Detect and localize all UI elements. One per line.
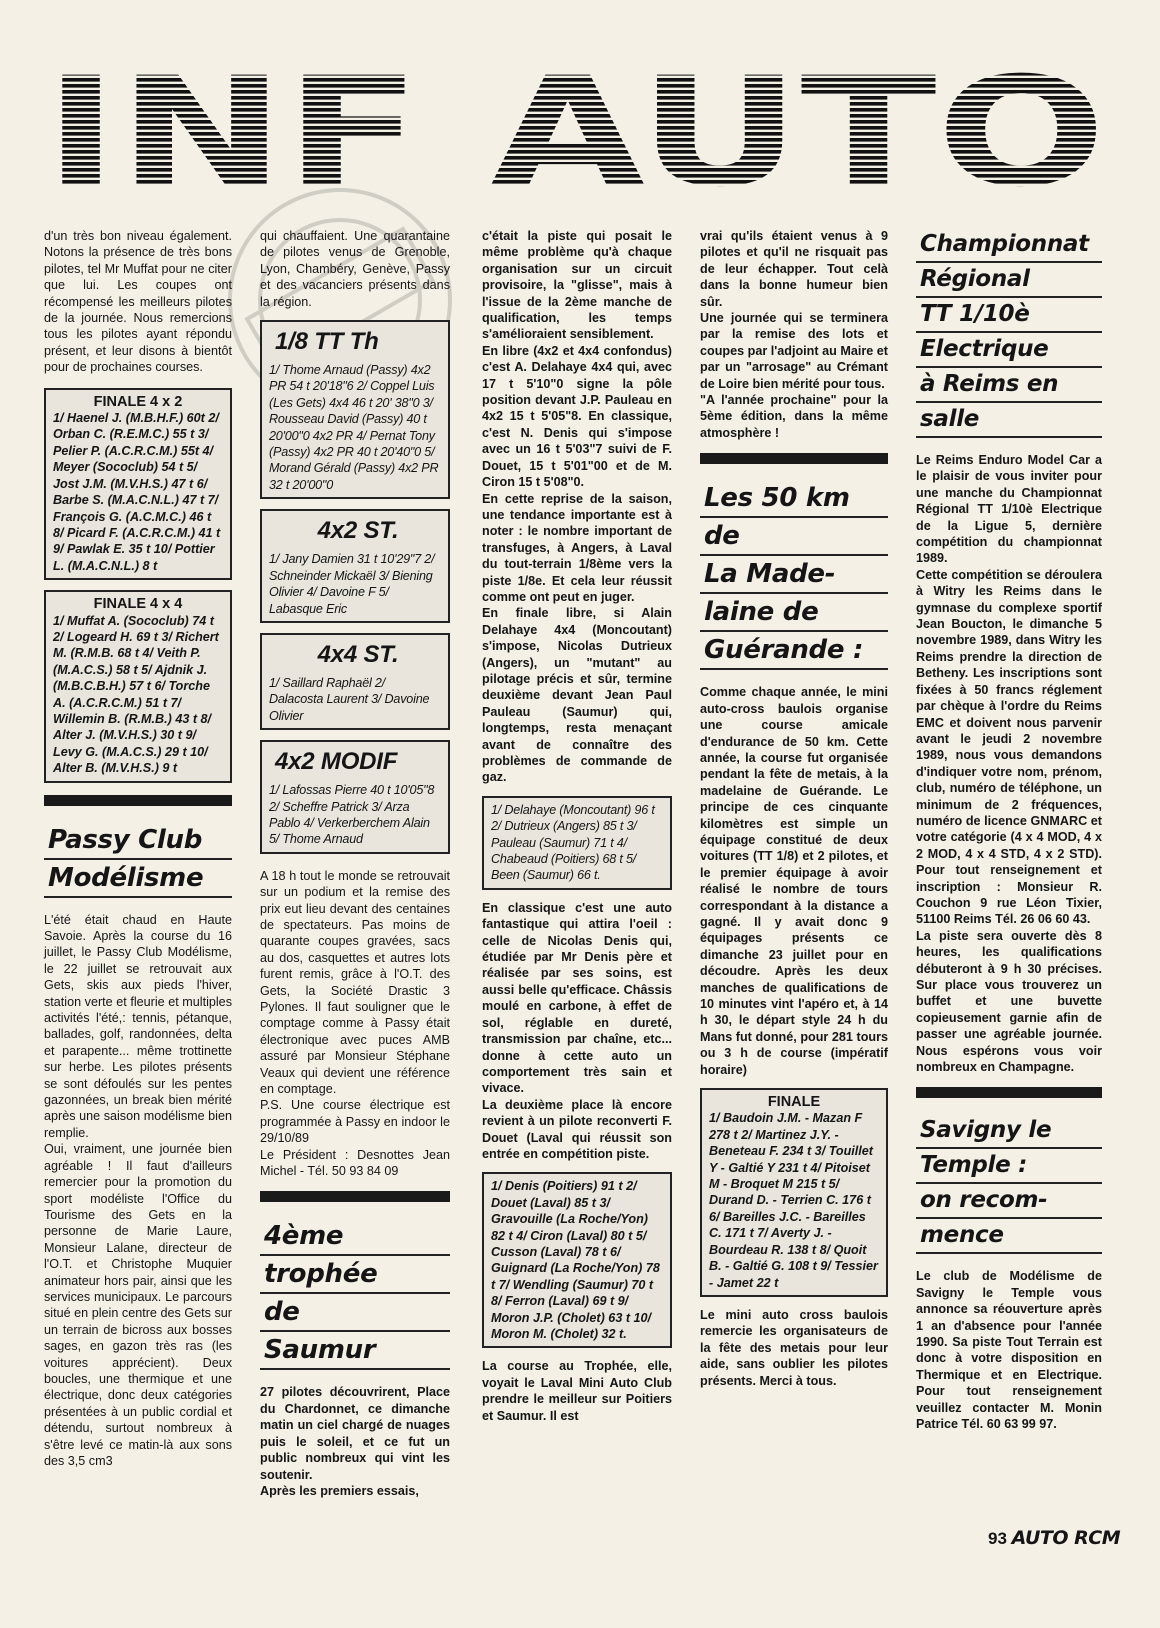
article-text: "A l'année prochaine" pour la 5ème édition, dans la même atmosphère !	[700, 393, 888, 440]
article-text: L'été était chaud en Haute Savoie. Après la course du 16 juillet, le Passy Club Modélisme, le 22 juillet se retrouvait aux Gets, skis aux pieds l'hiver, station verte et fleurie et multiples activités l'été,: tennis, pétanque, ballades, golf, randonnées, delta et parapente... même trottinette sur herbe. Les pilotes présents se sont défoulés sur les pentes gazonnées, un break bien mérité après une saison modélisme bien remplie.	[44, 912, 232, 1140]
article-text: En classique c'est une auto fantastique qui attira l'oeil : celle de Nicolas Denis qui, étudiée par Mr Denis père et réalisée par ses soins, est aussi belle qu'efficace. Châssis moulé en carbone, à effet de sol, réglable en dureté, transmission par chaîne, etc... donne à cette auto un comportement très sain et vivace.	[482, 900, 672, 1096]
results-title: FINALE	[767, 1094, 821, 1111]
article-text: qui chauffaient. Une quarantaine de pilotes venus de Grenoble, Lyon, Chambéry, Genève, Passy et des vacanciers présents dans la région.	[260, 229, 450, 309]
results-list: 1/ Baudoin J.M. - Mazan F 278 t 2/ Martinez J.Y. - Beneteau F. 234 t 3/ Touillet Y - Galtié Y 231 t 4/ Pitoiset M - Broquet M 215 t 5/ Durand D. - Terrien C. 176 t 6/ Bareilles J.C. - Bareilles C. 171 t 7/ Averty J. - Bourdeau R. 138 t 8/ Quoit B. - Galtié G. 108 t 9/ Tessier - Jamet 22 t	[709, 1111, 878, 1290]
title-line: La Made-	[700, 556, 888, 594]
article-title-reims	[916, 228, 1102, 438]
article-text: En cette reprise de la saison, une tendance importante est à noter : le nombre important de transfuges, à Angers, à Laval du tout-terrain 1/8ème vers la piste 1/8e. Et cela leur réussit comme ont peut en juger.	[482, 491, 672, 604]
results-list: 1/ Jany Damien 31 t 10'29"7 2/ Schneinder Mickaël 3/ Biening Olivier 4/ Davoine F 5/ Labasque Eric	[269, 552, 435, 616]
results-box-finale-4x4	[44, 590, 232, 782]
results-list: 1/ Delahaye (Moncoutant) 96 t 2/ Dutrieux (Angers) 85 t 3/ Pauleau (Saumur) 71 t 4/ Chabeaud (Poitiers) 68 t 5/ Been (Saumur) 66 t.	[491, 802, 655, 883]
article-text: Le Président : Desnottes Jean Michel - Tél. 50 93 84 09	[260, 1147, 450, 1179]
article-text: d'un très bon niveau également. Notons la présence de très bons pilotes, tel Mr Muffat pour ne citer que lui. Les coupes ont récompensé les meilleurs pilotes de la journée. Nous remercions tous les pilotes ayant répondu présent, et leur disons à bientôt pour de prochaines courses.	[44, 229, 232, 375]
article-title-guerande	[700, 480, 888, 670]
results-title: 4x2 ST.	[317, 517, 399, 545]
title-line: Guérande :	[700, 632, 888, 670]
results-box-libre	[482, 796, 672, 890]
article-text: Comme chaque année, le mini auto-cross baulois organise une course amicale d'endurance de 50 km. Cette année, la course fut organisée pendant la fête de metais, à la madelaine de Guérande. Le principe de ces cinquante kilomètres est simple un équipage constitué de deux voitures (TT 1/8) et 2 pilotes, et le premier équipage à avoir réalisé le nombre de tours correspondant à la distance a gagné. Il y avait donc 9 équipages présents ce dimanche 23 juillet pour en découdre. Après les deux manches de qualifications de 10 minutes vint l'apéro et, à 14 h 30, le départ style 24 h du Mans fut donné, pour 281 tours ou 3 h de course (impératif horaire)	[700, 685, 888, 1077]
results-box-4x4-st	[260, 633, 450, 730]
title-line: de	[700, 518, 888, 556]
page-footer	[988, 1527, 1120, 1549]
article-text: A 18 h tout le monde se retrouvait sur un podium et la remise des prix eut lieu devant des centaines de spectateurs. Pas moins de quarante coupes gravées, sacs au dos, casquettes et autres lots furent remis, grâce à l'O.T. des Gets, la Société Drastic 3 Pylones. Il faut souligner que le comptage comme à Passy était électronique avec puces AMB assuré par Monsieur Stéphane Veaux qui devient une référence en comptage.	[260, 868, 450, 1097]
article-text: c'était la piste qui posait le même problème qu'à chaque organisation sur un circuit provisoire, la "glisse", mais à l'issue de la 2ème manche de qualification, les temps s'amélioraient sensiblement.	[482, 229, 672, 342]
article-text: 27 pilotes découvrirent, Place du Chardonnet, ce dimanche matin un ciel chargé de nuages puis le soleil, et ce fut un public nombreux qui vint les soutenir.	[260, 1385, 450, 1482]
title-line: on recom-	[916, 1184, 1102, 1219]
article-text: Une journée qui se terminera par la remise des lots et coupes par l'adjoint au Maire et par un "arrosage" au Crémant de Loire bien mérité pour tous.	[700, 311, 888, 391]
results-box-1-8-tt	[260, 320, 450, 499]
title-line: à Reims en	[916, 368, 1102, 403]
results-title: 1/8 TT Th	[275, 328, 379, 356]
results-box-classique	[482, 1172, 672, 1348]
column-2	[260, 228, 450, 1499]
magazine-logo: AUTO RCM	[1011, 1527, 1121, 1549]
article-text: Le mini auto cross baulois remercie les organisateurs de la fête des metais pour leur aide, sans oublier les pilotes présents. Merci à tous.	[700, 1307, 888, 1388]
article-text: En libre (4x2 et 4x4 confondus) c'est A. Delahaye 4x4 qui, avec 17 t 5'10"0 signe la pôle position devant J.P. Pauleau en 4x2 15 t 5'05"8. En classique, c'est N. Denis qui s'impose avec un 16 t 5'03"7 suivi de F. Douet, 15 t 5'01"00 et de M. Ciron 15 t 5'08"0.	[482, 343, 672, 490]
section-divider	[260, 1191, 450, 1202]
section-divider	[44, 795, 232, 806]
article-title-saumur	[260, 1218, 450, 1370]
results-list: 1/ Muffat A. (Sococlub) 74 t 2/ Logeard H. 69 t 3/ Richert M. (R.M.B. 68 t 4/ Veith P. (M.A.C.S.) 58 t 5/ Ajdnik J. (M.B.C.B.H.) 57 t 6/ Torche A. (A.C.R.C.M.) 51 t 7/ Willemin B. (R.M.B.) 43 t 8/ Alter J. (M.V.H.S.) 30 t 9/ Levy G. (M.A.C.S.) 29 t 10/ Alter B. (M.V.H.S.) 9 t	[53, 613, 219, 776]
title-line: trophée	[260, 1256, 450, 1294]
results-title: FINALE 4 x 2	[93, 393, 183, 410]
article-text: P.S. Une course électrique est programmée à Passy en indoor le 29/10/89	[260, 1098, 450, 1146]
results-box-4x2-modif	[260, 740, 450, 854]
article-title-passy	[44, 822, 232, 898]
page-number: 93	[988, 1529, 1007, 1548]
article-text: La piste sera ouverte dès 8 heures, les qualifications débuteront à 9 h 30 précises. Sur place vous trouverez un buffet et une buvette copieusement garnie afin de passer une agréable journée. Nous espérons vous voir nombreux en Champagne.	[916, 928, 1102, 1075]
article-text: Le Reims Enduro Model Car a le plaisir de vous inviter pour une manche du Championnat Régional TT 1/10è Electrique de la Ligue 5, dernière compétition du championnat 1989.	[916, 453, 1102, 566]
article-text: vrai qu'ils étaient venus à 9 pilotes et qu'il ne risquait pas de leur échapper. Tout celà dans la bonne humeur bien sûr.	[700, 229, 888, 309]
title-line: Régional	[916, 263, 1102, 298]
article-text: Cette compétition se déroulera à Witry les Reims dans le gymnase du complexe sportif Jean Boucton, le dimanche 5 novembre 1989, dans Witry les Reims prendre la direction de Betheny. Les inscriptions sont fixées à 50 francs réglement par chèque à l'ordre du Reims EMC et doivent nous parvenir avant le jeudi 2 novembre 1989, nous vous demandons d'indiquer votre nom, prénom, club, numéro de téléphone, un minimum de 2 fréquences, numéro de licence GNMARC et votre catégorie (4 x 4 MOD, 4 x 2 MOD, 4 x 4 STD, 4 x 2 STD). Pour tout renseignement et inscription : Monsieur R. Couchon 9 rue Léon Tixier, 51100 Reims Tél. 26 06 60 43.	[916, 567, 1102, 927]
article-text: La course au Trophée, elle, voyait le Laval Mini Auto Club prendre le meilleur sur Poitiers et Saumur. Il est	[482, 1359, 672, 1423]
article-text: En finale libre, si Alain Delahaye 4x4 (Moncoutant) s'impose, Nicolas Dutrieux (Angers), un "mutant" au pilotage précis et sûr, termine deuxième devant Jean Paul Pauleau (Saumur) qui, longtemps, resta menaçant avant de connaître des problèmes de commande de gaz.	[482, 606, 672, 785]
column-1	[44, 228, 232, 1469]
title-line: salle	[916, 403, 1102, 438]
results-box-finale-guerande	[700, 1088, 888, 1297]
section-divider	[700, 453, 888, 464]
title-line: mence	[916, 1219, 1102, 1254]
column-3	[482, 228, 672, 1424]
title-line: Saumur	[260, 1332, 450, 1370]
results-title: 4x2 MODIF	[275, 748, 398, 776]
title-line: de	[260, 1294, 450, 1332]
results-list: 1/ Lafossas Pierre 40 t 10'05"8 2/ Scheffre Patrick 3/ Arza Pablo 4/ Verkerberchem Alain 5/ Thome Arnaud	[269, 783, 435, 847]
title-line: Les 50 km	[700, 480, 888, 518]
section-divider	[916, 1087, 1102, 1098]
title-line: TT 1/10è	[916, 298, 1102, 333]
article-title-savigny	[916, 1114, 1102, 1254]
results-list: 1/ Denis (Poitiers) 91 t 2/ Douet (Laval) 85 t 3/ Gravouille (La Roche/Yon) 82 t 4/ Ciron (Laval) 80 t 5/ Cusson (Laval) 78 t 6/ Guignard (La Roche/Yon) 78 t 7/ Wendling (Saumur) 70 t 8/ Ferron (Laval) 69 t 9/ Moron J.P. (Cholet) 63 t 10/ Moron M. (Cholet) 32 t.	[491, 1179, 660, 1341]
results-list: 1/ Haenel J. (M.B.H.F.) 60t 2/ Orban C. (R.E.M.C.) 55 t 3/ Pelier P. (A.C.R.C.M.) 55t 4/ Meyer (Sococlub) 54 t 5/ Jost J.M. (M.V.H.S.) 47 t 6/ Barbe S. (M.A.C.N.L.) 47 t 7/ François G. (A.C.M.C.) 46 t 8/ Picard F. (A.C.R.C.M.) 41 t 9/ Pawlak E. 35 t 10/ Pottier L. (M.A.C.N.L.) 8 t	[53, 411, 221, 573]
results-box-4x2-st	[260, 509, 450, 623]
column-5	[916, 228, 1102, 1433]
title-line: Electrique	[916, 333, 1102, 368]
article-text: Le club de Modélisme de Savigny le Temple vous annonce sa réouverture après 1 an d'absence pour l'année 1990. Sa piste Tout Terrain est donc à votre disposition en Thermique et en Electrique. Pour tout renseignement veuillez contacter M. Monin Patrice Tél. 60 63 99 97.	[916, 1269, 1102, 1432]
results-title: 4x4 ST.	[317, 640, 399, 668]
title-line: 4ème	[260, 1218, 450, 1256]
article-text: La deuxième place là encore revient à un pilote reconverti F. Douet (Laval qui réussit son entrée en compétition piste.	[482, 1097, 672, 1161]
results-list: 1/ Saillard Raphaël 2/ Dalacosta Laurent 3/ Davoine Olivier	[269, 675, 430, 723]
column-4	[700, 228, 888, 1389]
title-line: Savigny le	[916, 1114, 1102, 1149]
title-line: Temple :	[916, 1149, 1102, 1184]
results-box-finale-4x2	[44, 388, 232, 580]
title-line: laine de	[700, 594, 888, 632]
article-text: Oui, vraiment, une journée bien agréable ! Il faut d'ailleurs remercier pour la promotion du sport modéliste l'Office du Tourisme des Gets en la personne de Marie Laure, Monsieur Lalane, directeur de l'O.T. et Christophe Muquier animateur hors pair, ainsi que les services municipaux. Le parcours situé en plein centre des Gets sur un terrain de bicross aux bosses sages, en gazon très ras (les voitures apprécient). Deux boucles, une thermique et une électrique, donc deux catégories présentées à un public cordial et détendu, surtout nombreux à s'être levé ce matin-là aux sons des 3,5 cm3	[44, 1142, 232, 1468]
title-line: Passy Club	[44, 822, 232, 860]
article-text: Après les premiers essais,	[260, 1483, 419, 1498]
results-list: 1/ Thome Arnaud (Passy) 4x2 PR 54 t 20'18"6 2/ Coppel Luis (Les Gets) 4x4 46 t 20' 38"0 3/ Rousseau David (Passy) 40 t 20'00"0 4x2 PR 4/ Pernat Tony (Passy) 4x2 PR 40 t 20'40"0 5/ Morand Gérald (Passy) 4x2 PR 32 t 20'00"0	[269, 363, 439, 492]
headline-banner	[44, 66, 1106, 194]
title-line: Championnat	[916, 228, 1102, 263]
title-line: Modélisme	[44, 860, 232, 898]
results-title: FINALE 4 x 4	[93, 596, 183, 613]
